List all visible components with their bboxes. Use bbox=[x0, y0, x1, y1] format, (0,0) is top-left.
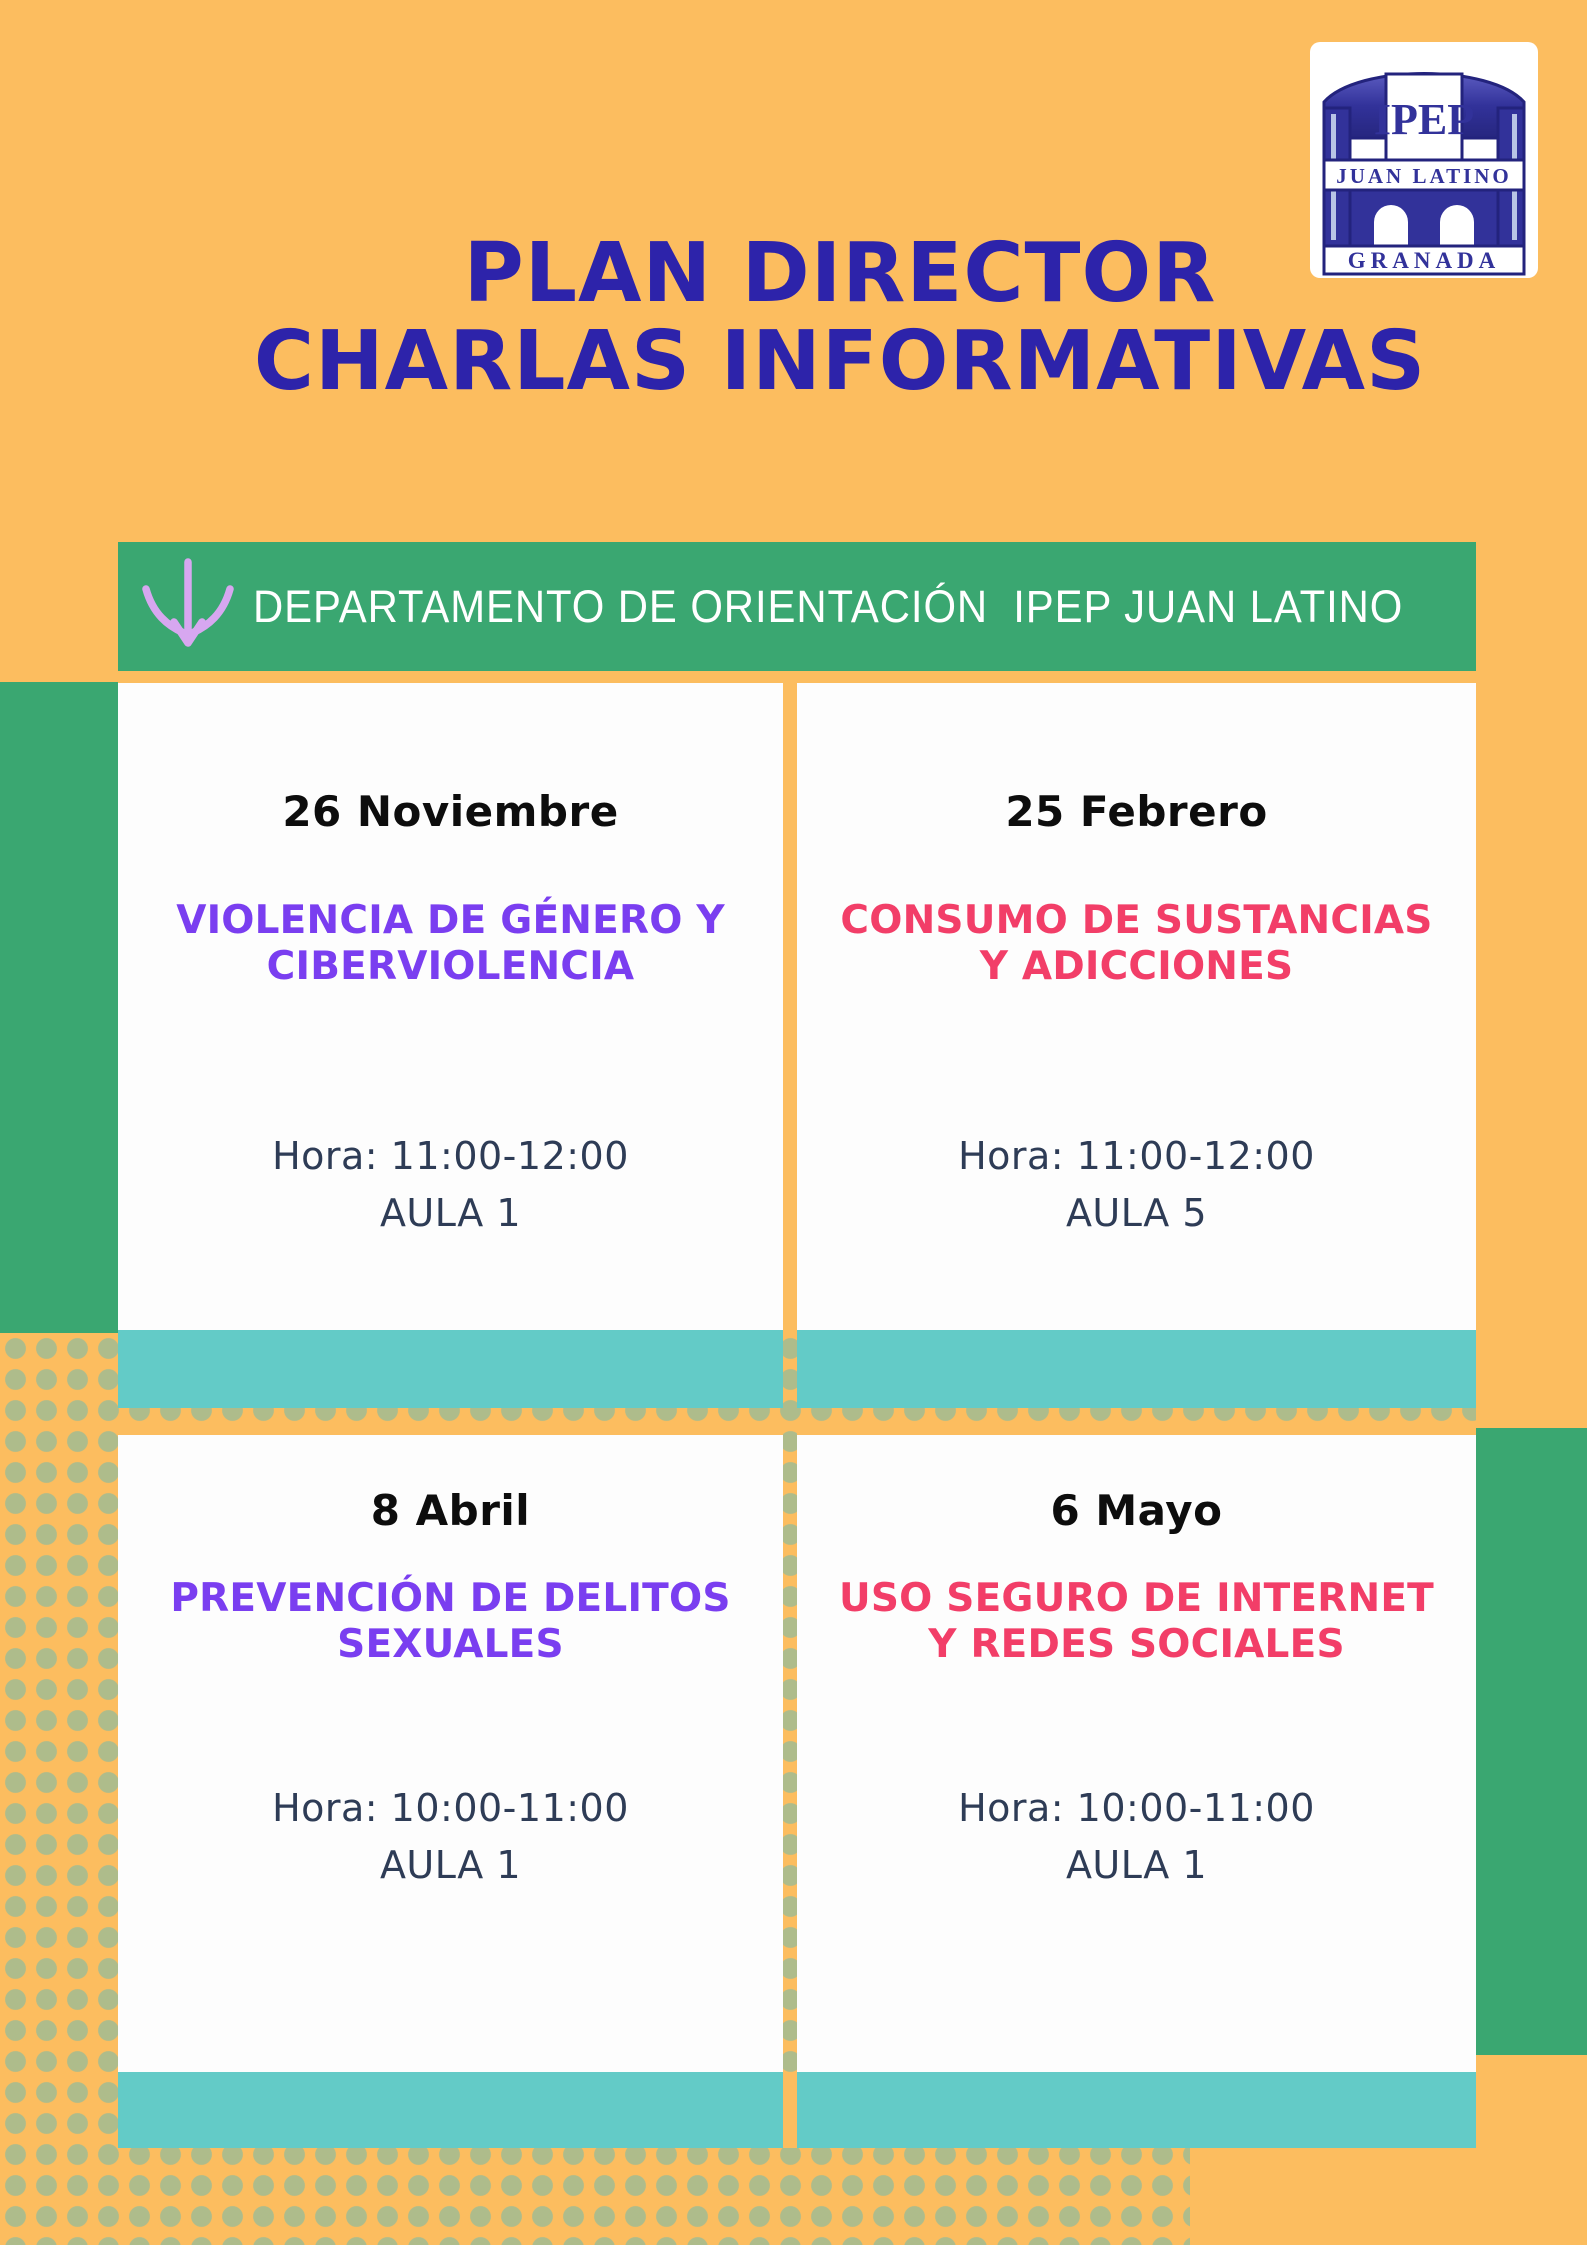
talk-topic-line1: VIOLENCIA DE GÉNERO Y bbox=[176, 898, 725, 943]
talk-schedule bbox=[797, 1780, 1476, 1894]
talk-date: 8 Abril bbox=[370, 1486, 531, 1535]
page-title-line1: PLAN DIRECTOR bbox=[463, 226, 1217, 321]
ipep-emblem-icon bbox=[1310, 42, 1538, 278]
right-green-block bbox=[1476, 1428, 1587, 2055]
school-logo bbox=[1310, 42, 1538, 278]
talk-card-febrero bbox=[797, 683, 1476, 1330]
teal-strip bbox=[118, 2072, 783, 2148]
talk-topic bbox=[118, 898, 783, 990]
logo-acronym: IPEP bbox=[1373, 95, 1475, 144]
talk-room: AULA 1 bbox=[1065, 1843, 1208, 1887]
page-title-line2: CHARLAS INFORMATIVAS bbox=[253, 314, 1427, 409]
dot-pattern-left-column bbox=[0, 1423, 118, 2245]
talk-hour: Hora: 11:00-12:00 bbox=[272, 1134, 629, 1178]
logo-city: GRANADA bbox=[1347, 248, 1501, 273]
talk-topic-line1: PREVENCIÓN DE DELITOS bbox=[170, 1576, 731, 1621]
talk-room: AULA 5 bbox=[1065, 1191, 1208, 1235]
talk-topic bbox=[797, 898, 1476, 990]
department-banner bbox=[118, 542, 1476, 671]
talk-topic bbox=[118, 1576, 783, 1668]
talk-topic-line1: CONSUMO DE SUSTANCIAS bbox=[840, 898, 1433, 943]
talk-hour: Hora: 11:00-12:00 bbox=[958, 1134, 1315, 1178]
teal-strip bbox=[797, 2072, 1476, 2148]
talk-room: AULA 1 bbox=[379, 1191, 522, 1235]
talk-topic-line2: SEXUALES bbox=[337, 1622, 564, 1667]
talk-topic bbox=[797, 1576, 1476, 1668]
department-banner-label: DEPARTAMENTO DE ORIENTACIÓN IPEP JUAN LATINO bbox=[253, 580, 1404, 632]
talk-topic-line1: USO SEGURO DE INTERNET bbox=[839, 1576, 1434, 1621]
teal-strip bbox=[118, 1330, 783, 1408]
talk-schedule bbox=[118, 1780, 783, 1894]
talk-topic-line2: Y REDES SOCIALES bbox=[928, 1622, 1345, 1667]
teal-strip bbox=[797, 1330, 1476, 1408]
talk-card-abril bbox=[118, 1435, 783, 2072]
talk-date: 6 Mayo bbox=[1050, 1486, 1223, 1535]
talk-hour: Hora: 10:00-11:00 bbox=[272, 1786, 629, 1830]
talk-topic-line2: CIBERVIOLENCIA bbox=[266, 944, 635, 989]
talk-schedule bbox=[797, 1128, 1476, 1242]
talk-topic-line2: Y ADICCIONES bbox=[979, 944, 1294, 989]
left-green-band bbox=[0, 682, 118, 1333]
talk-card-mayo bbox=[797, 1435, 1476, 2072]
logo-name: JUAN LATINO bbox=[1336, 164, 1512, 188]
talk-room: AULA 1 bbox=[379, 1843, 522, 1887]
talk-hour: Hora: 10:00-11:00 bbox=[958, 1786, 1315, 1830]
talk-schedule bbox=[118, 1128, 783, 1242]
talk-date: 25 Febrero bbox=[1005, 787, 1268, 836]
talk-date: 26 Noviembre bbox=[282, 787, 619, 836]
dot-pattern-center-gap bbox=[783, 1423, 797, 2072]
down-arrow-icon bbox=[140, 556, 236, 656]
dot-pattern-bottom-band bbox=[118, 2148, 1190, 2245]
talk-card-noviembre bbox=[118, 683, 783, 1330]
